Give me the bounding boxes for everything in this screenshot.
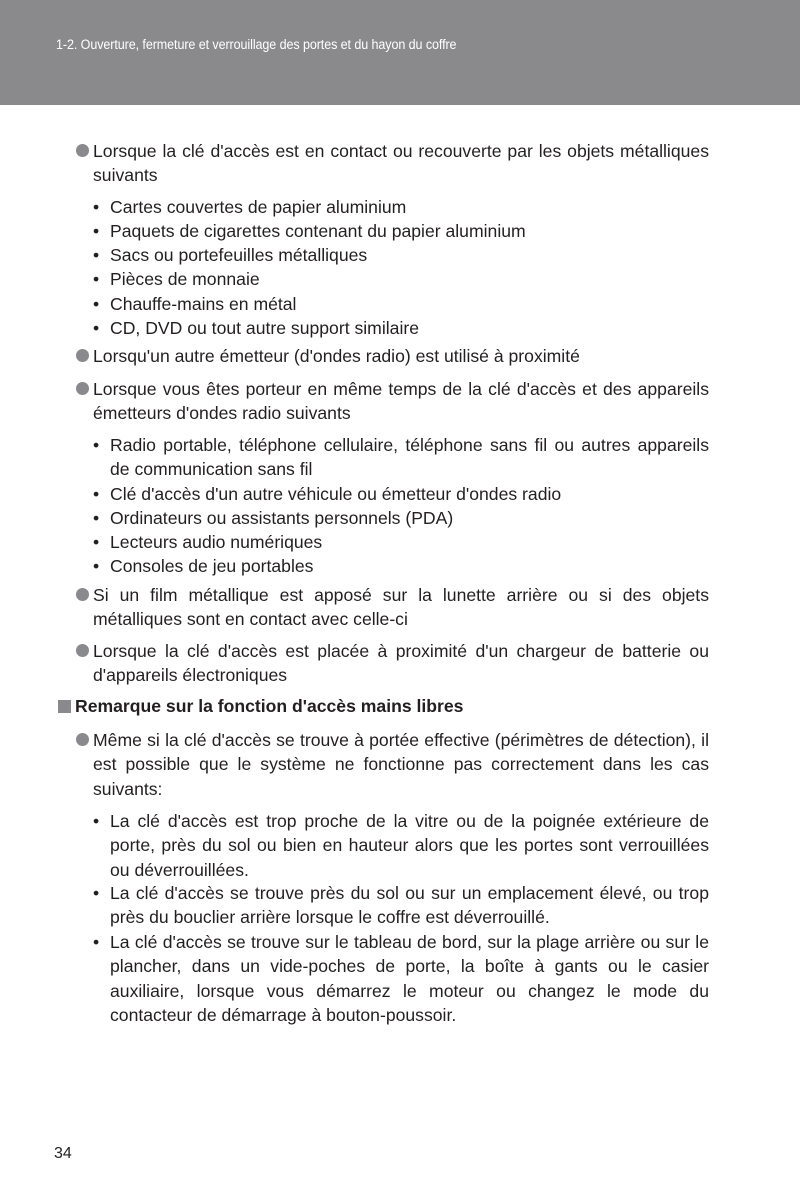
header-title: 1-2. Ouverture, fermeture et verrouillage des portes et du hayon du coffre bbox=[56, 37, 457, 52]
bullet-text: Même si la clé d'accès se trouve à portée effective (périmètres de détection), il est possible que le système ne fonctionne pas correctement dans les cas suivants: bbox=[93, 730, 709, 799]
sub-item-text: La clé d'accès se trouve près du sol ou sur un emplacement élevé, ou trop près du bouclier arrière lorsque le coffre est déverrouillé. bbox=[110, 883, 709, 928]
page-number: 34 bbox=[54, 1145, 72, 1162]
sub-item-text: Radio portable, téléphone cellulaire, téléphone sans fil ou autres appareils de communication sans fil bbox=[110, 435, 709, 480]
dot-marker-icon: • bbox=[93, 435, 100, 455]
sub-item-text: Consoles de jeu portables bbox=[110, 556, 314, 576]
circle-bullet-icon bbox=[76, 588, 89, 601]
bullet-item bbox=[93, 639, 709, 688]
dot-marker-icon: • bbox=[93, 221, 100, 241]
square-bullet-icon bbox=[58, 700, 71, 713]
sub-item-text: Sacs ou portefeuilles métalliques bbox=[110, 245, 368, 265]
dot-marker-icon: • bbox=[93, 294, 100, 314]
bullet-item bbox=[93, 139, 709, 188]
sub-item bbox=[93, 433, 709, 482]
bullet-text: Si un film métallique est apposé sur la lunette arrière ou si des objets métalliques sont en contact avec celle-ci bbox=[93, 585, 709, 630]
circle-bullet-icon bbox=[76, 144, 89, 157]
circle-bullet-icon bbox=[76, 733, 89, 746]
sub-item bbox=[93, 554, 709, 578]
dot-marker-icon: • bbox=[93, 197, 100, 217]
bullet-item bbox=[93, 583, 709, 632]
sub-item-text: Ordinateurs ou assistants personnels (PDA) bbox=[110, 508, 454, 528]
circle-bullet-icon bbox=[76, 349, 89, 362]
bullet-text: Lorsque vous êtes porteur en même temps de la clé d'accès et des appareils émetteurs d'ondes radio suivants bbox=[93, 379, 709, 424]
sub-item bbox=[93, 195, 709, 219]
sub-item bbox=[93, 267, 709, 291]
page-header bbox=[0, 0, 800, 105]
sub-item bbox=[93, 506, 709, 530]
dot-marker-icon: • bbox=[93, 532, 100, 552]
sub-item-text: Paquets de cigarettes contenant du papier aluminium bbox=[110, 221, 526, 241]
bullet-text: Lorsque la clé d'accès est placée à proximité d'un chargeur de batterie ou d'appareils électroniques bbox=[93, 641, 709, 686]
section-heading: Remarque sur la fonction d'accès mains libres bbox=[75, 696, 464, 716]
sub-item bbox=[93, 930, 709, 1027]
sub-item-text: Clé d'accès d'un autre véhicule ou émetteur d'ondes radio bbox=[110, 484, 562, 504]
circle-bullet-icon bbox=[76, 644, 89, 657]
bullet-item bbox=[93, 344, 709, 368]
bullet-item bbox=[93, 377, 709, 426]
dot-marker-icon: • bbox=[93, 484, 100, 504]
sub-item bbox=[93, 316, 709, 340]
sub-item-text: Cartes couvertes de papier aluminium bbox=[110, 197, 407, 217]
dot-marker-icon: • bbox=[93, 318, 100, 338]
sub-item bbox=[93, 809, 709, 882]
dot-marker-icon: • bbox=[93, 811, 100, 831]
sub-item-text: Pièces de monnaie bbox=[110, 269, 260, 289]
dot-marker-icon: • bbox=[93, 269, 100, 289]
bullet-text: Lorsqu'un autre émetteur (d'ondes radio) est utilisé à proximité bbox=[93, 346, 580, 366]
sub-item-text: Chauffe-mains en métal bbox=[110, 294, 297, 314]
sub-item bbox=[93, 482, 709, 506]
dot-marker-icon: • bbox=[93, 508, 100, 528]
bullet-text: Lorsque la clé d'accès est en contact ou recouverte par les objets métalliques suivants bbox=[93, 141, 709, 186]
sub-item-text: Lecteurs audio numériques bbox=[110, 532, 323, 552]
bullet-item bbox=[93, 728, 709, 801]
sub-item-text: La clé d'accès se trouve sur le tableau de bord, sur la plage arrière ou sur le plancher, dans un vide-poches de porte, la boîte à gants ou le casier auxiliaire, lorsque vous démarrez le moteur ou changez le mode du contacteur de démarrage à bouton-poussoir. bbox=[110, 932, 709, 1025]
dot-marker-icon: • bbox=[93, 932, 100, 952]
sub-item bbox=[93, 292, 709, 316]
sub-item bbox=[93, 530, 709, 554]
dot-marker-icon: • bbox=[93, 883, 100, 903]
sub-item bbox=[93, 243, 709, 267]
dot-marker-icon: • bbox=[93, 245, 100, 265]
sub-item bbox=[93, 219, 709, 243]
sub-item-text: La clé d'accès est trop proche de la vitre ou de la poignée extérieure de porte, près du sol ou bien en hauteur alors que les portes sont verrouillées ou déverrouillées. bbox=[110, 811, 709, 880]
dot-marker-icon: • bbox=[93, 556, 100, 576]
sub-item-text: CD, DVD ou tout autre support similaire bbox=[110, 318, 419, 338]
circle-bullet-icon bbox=[76, 382, 89, 395]
sub-item bbox=[93, 881, 709, 930]
